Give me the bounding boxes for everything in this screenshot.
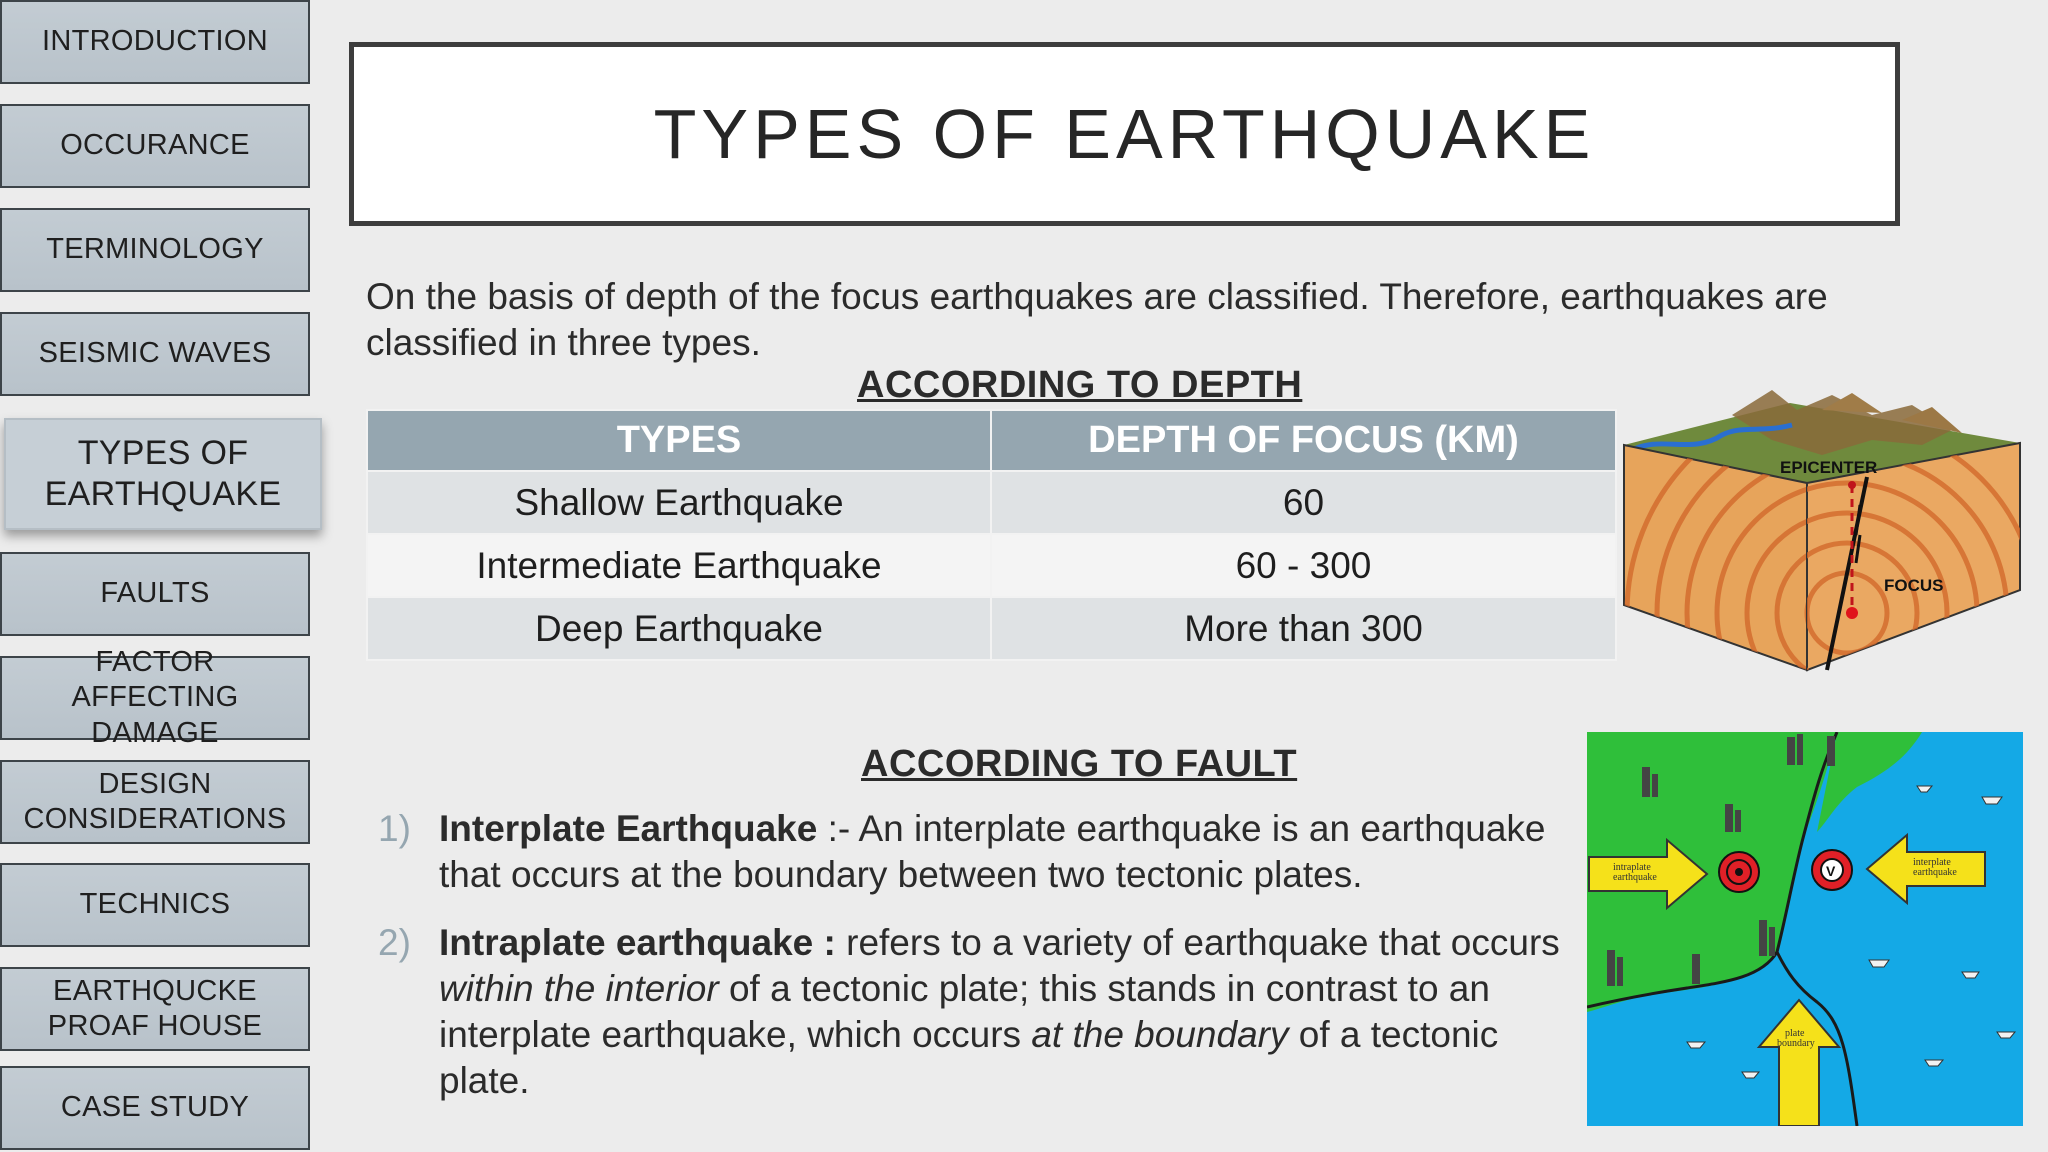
block-diagram-illustration — [1622, 385, 2022, 675]
nav-case-study[interactable] — [0, 1066, 310, 1150]
nav-terminology[interactable] — [0, 208, 310, 292]
table-row — [367, 534, 1616, 597]
table-row — [367, 471, 1616, 534]
list-number: 2) — [378, 922, 411, 963]
table-cell-type: Shallow Earthquake — [367, 471, 991, 534]
page-title: TYPES OF EARTHQUAKE — [653, 95, 1596, 173]
term-intraplate: Intraplate earthquake : — [439, 922, 836, 963]
nav-label: EARTHQUCKE PROAF HOUSE — [47, 974, 263, 1042]
nav-technics[interactable] — [0, 863, 310, 947]
table-row — [367, 597, 1616, 660]
nav-faults[interactable] — [0, 552, 310, 636]
term-separator: :- — [817, 808, 859, 849]
nav-label: CASE STUDY — [60, 1091, 250, 1124]
fault-list — [378, 806, 1578, 1126]
focus-label: FOCUS — [1884, 576, 1944, 595]
list-item — [378, 806, 1578, 898]
right-arrow-label-2: earthquake — [1913, 867, 1957, 878]
nav-label: TERMINOLOGY — [46, 233, 264, 266]
target-mark: V — [1826, 863, 1836, 879]
list-number: 1) — [378, 808, 411, 849]
title-box — [349, 42, 1900, 226]
left-arrow-label: intraplate — [1613, 862, 1651, 873]
nav-occurance[interactable] — [0, 104, 310, 188]
definition-interplate: An interplate earthquake is an earthquake that occurs at the boundary between two tectonic plates. — [439, 808, 1546, 895]
table-cell-depth: 60 — [991, 471, 1616, 534]
column-header-depth: DEPTH OF FOCUS (KM) — [991, 410, 1616, 471]
nav-earthquake-proof-house[interactable] — [0, 967, 310, 1051]
plate-map-illustration — [1587, 732, 2023, 1126]
depth-heading: ACCORDING TO DEPTH — [857, 364, 1303, 406]
definition-emphasis: at the boundary — [1031, 1014, 1289, 1055]
list-item — [378, 920, 1578, 1104]
bottom-arrow-label: plate — [1785, 1028, 1805, 1039]
nav-factor-affecting-damage[interactable] — [0, 645, 310, 749]
target-icon — [1812, 850, 1852, 890]
table-cell-depth: More than 300 — [991, 597, 1616, 660]
nav-design-considerations[interactable] — [0, 760, 310, 844]
term-interplate: Interplate Earthquake — [439, 808, 818, 849]
nav-label: SEISMIC WAVES — [38, 337, 272, 370]
bottom-arrow-label-2: boundary — [1777, 1038, 1815, 1049]
plate-map — [1587, 732, 2023, 1126]
nav-label: INTRODUCTION — [42, 25, 268, 58]
sidebar-nav — [0, 0, 330, 1152]
intro-text: On the basis of depth of the focus earthquakes are classified. Therefore, earthquakes are classified in three types. — [366, 276, 1828, 363]
earthquake-block-diagram — [1622, 385, 2022, 675]
definition-part: of a tectonic plate. — [439, 1014, 1499, 1101]
definition-part: refers to a variety of earthquake that occurs — [835, 922, 1560, 963]
nav-label: FACTOR AFFECTING DAMAGE — [71, 645, 239, 749]
nav-introduction[interactable] — [0, 0, 310, 84]
table-cell-type: Deep Earthquake — [367, 597, 991, 660]
definition-part: of a tectonic plate; this stands in contrast to an interplate earthquake, which occurs — [439, 968, 1490, 1055]
nav-types-of-earthquake[interactable] — [4, 418, 322, 530]
nav-label: TYPES OF EARTHQUAKE — [44, 433, 282, 513]
fault-heading: ACCORDING TO FAULT — [861, 743, 1298, 785]
nav-label: TECHNICS — [79, 888, 231, 921]
table-cell-type: Intermediate Earthquake — [367, 534, 991, 597]
nav-seismic-waves[interactable] — [0, 312, 310, 396]
nav-label: OCCURANCE — [60, 129, 250, 162]
definition-emphasis: within the interior — [439, 968, 719, 1009]
table-header-row — [367, 410, 1616, 471]
right-arrow-label: interplate — [1913, 857, 1951, 868]
nav-label: FAULTS — [100, 577, 210, 610]
target-icon — [1719, 852, 1759, 892]
nav-label: DESIGN CONSIDERATIONS — [23, 767, 287, 835]
left-arrow-label-2: earthquake — [1613, 872, 1657, 883]
depth-table — [366, 409, 1617, 661]
table-cell-depth: 60 - 300 — [991, 534, 1616, 597]
column-header-types: TYPES — [367, 410, 991, 471]
epicenter-label: EPICENTER — [1780, 458, 1878, 477]
